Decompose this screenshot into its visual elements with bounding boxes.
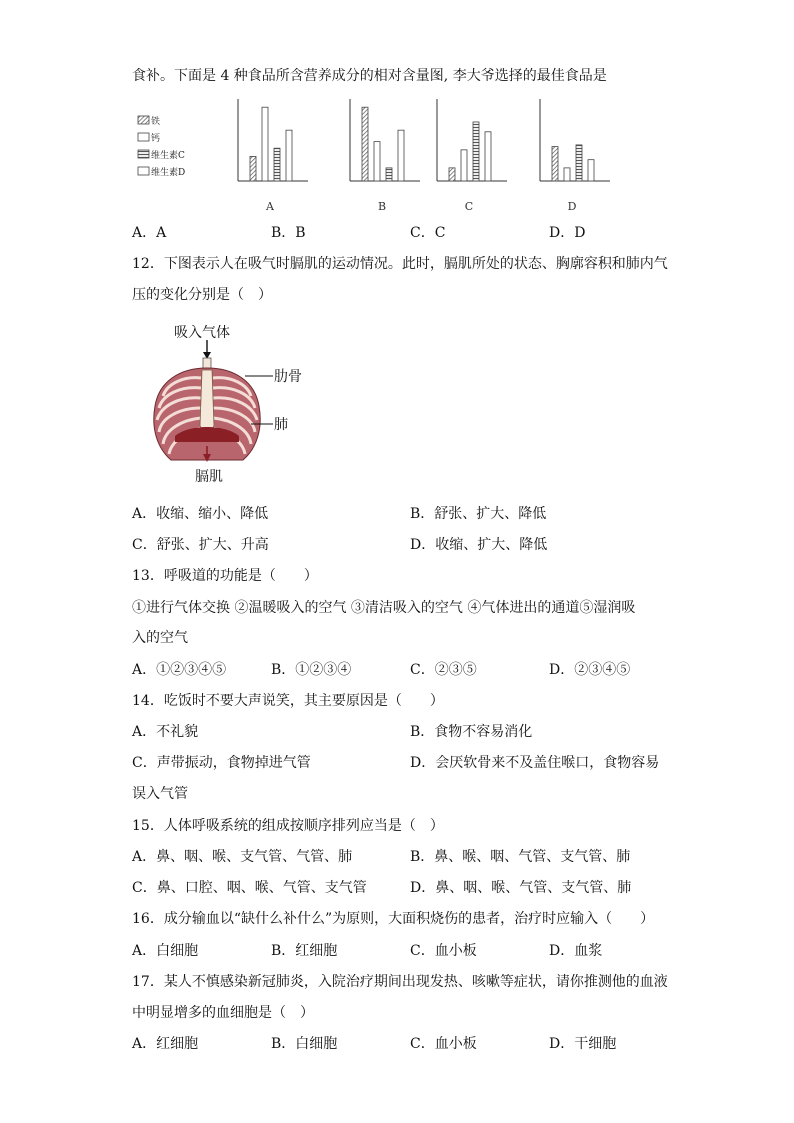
q11-option-a[interactable]: A．A [132, 225, 167, 241]
q14-option-b[interactable]: B．食物不容易消化 [410, 724, 533, 740]
fig-label-inhale: 吸入气体 [174, 325, 230, 341]
bar-C-0 [449, 168, 455, 181]
q12-stem-line2: 压的变化分别是（ ） [132, 287, 272, 303]
q17-option-a[interactable]: A．红细胞 [132, 1036, 199, 1052]
q15-option-b[interactable]: B．鼻、喉、咽、气管、支气管、肺 [410, 849, 631, 865]
bar-D-3 [588, 160, 594, 181]
panel-label: B [377, 200, 387, 213]
q13-option-a[interactable]: A．①②③④⑤ [132, 662, 227, 678]
legend-swatch [138, 150, 149, 158]
q17-option-d[interactable]: D．干细胞 [549, 1036, 617, 1052]
legend-label: 铁 [151, 117, 161, 127]
bar-A-3 [286, 130, 292, 181]
legend-label: 钙 [151, 134, 161, 144]
panel-label: A [266, 200, 274, 213]
q14-stem: 14．吃饭时不要大声说笑，其主要原因是（ ） [132, 693, 444, 709]
q15-option-a[interactable]: A．鼻、咽、喉、支气管、气管、肺 [132, 849, 353, 865]
q16-option-b[interactable]: B．红细胞 [271, 943, 338, 959]
q14-option-a[interactable]: A．不礼貌 [132, 724, 199, 740]
q14-option-d-continued: 误入气管 [132, 786, 188, 802]
bar-C-1 [461, 150, 467, 181]
ribcage-illustration [145, 338, 285, 468]
q11-option-d[interactable]: D．D [549, 225, 586, 241]
legend-label: 维生素C [151, 151, 185, 161]
legend-swatch [138, 167, 149, 175]
bar-B-2 [386, 168, 392, 181]
q12-option-a[interactable]: A．收缩、缩小、降低 [132, 506, 269, 522]
q16-option-a[interactable]: A．白细胞 [132, 943, 199, 959]
fig-label-rib: 肋骨 [274, 369, 302, 385]
nutrient-bar-charts [130, 96, 610, 220]
q16-option-c[interactable]: C．血小板 [410, 943, 477, 959]
q13-items-line2: 入的空气 [132, 630, 188, 646]
q15-option-c[interactable]: C．鼻、口腔、咽、喉、气管、支气管 [132, 880, 367, 896]
q16-option-d[interactable]: D．血浆 [549, 943, 603, 959]
panel-label: D [567, 200, 577, 213]
panel-label: C [464, 200, 474, 213]
bar-A-2 [274, 148, 280, 181]
q12-option-d[interactable]: D．收缩、扩大、降低 [410, 537, 548, 553]
bar-D-0 [552, 147, 558, 181]
legend-label: 维生素D [151, 168, 186, 178]
q13-items-line1: ①进行气体交换 ②温暖吸入的空气 ③清洁吸入的空气 ④气体进出的通道⑤湿润吸 [132, 600, 636, 616]
q16-stem: 16．成分输血以“缺什么补什么”为原则，大面积烧伤的患者，治疗时应输入（ ） [132, 911, 655, 927]
q11-option-b[interactable]: B．B [271, 225, 306, 241]
bar-D-2 [576, 145, 582, 181]
q12-option-c[interactable]: C．舒张、扩大、升高 [132, 537, 269, 553]
q15-stem: 15．人体呼吸系统的组成按顺序排列应当是（ ） [132, 818, 444, 834]
bar-A-0 [250, 156, 256, 181]
q13-option-d[interactable]: D．②③④⑤ [549, 662, 631, 678]
bar-B-0 [362, 107, 368, 181]
bar-B-3 [398, 130, 404, 181]
q17-option-c[interactable]: C．血小板 [410, 1036, 477, 1052]
q14-option-d[interactable]: D．会厌软骨来不及盖住喉口，食物容易 [410, 755, 660, 771]
q17-option-b[interactable]: B．白细胞 [271, 1036, 338, 1052]
q11-option-c[interactable]: C．C [410, 225, 446, 241]
bar-C-3 [485, 132, 491, 181]
q13-stem: 13．呼吸道的功能是（ ） [132, 568, 318, 584]
q17-stem-line2: 中明显增多的血细胞是（ ） [132, 1005, 314, 1021]
q12-stem-line1: 12．下图表示人在吸气时膈肌的运动情况。此时，膈肌所处的状态、胸廓容积和肺内气 [132, 256, 668, 272]
fig-label-diaphragm: 膈肌 [195, 469, 223, 485]
legend-swatch [138, 116, 149, 124]
q17-stem-line1: 17．某人不慎感染新冠肺炎，入院治疗期间出现发热、咳嗽等症状，请你推测他的血液 [132, 974, 668, 990]
q11-intro: 食补。下面是 4 种食品所含营养成分的相对含量图, 李大爷选择的最佳食品是 [132, 68, 607, 84]
chart-panels [238, 99, 610, 213]
q15-option-d[interactable]: D．鼻、咽、喉、气管、支气管、肺 [410, 880, 632, 896]
fig-label-lung: 肺 [274, 417, 288, 433]
bar-C-2 [473, 122, 479, 181]
q12-option-b[interactable]: B．舒张、扩大、降低 [410, 506, 547, 522]
q14-option-c[interactable]: C．声带振动，食物掉进气管 [132, 755, 311, 771]
q13-option-c[interactable]: C．②③⑤ [410, 662, 477, 678]
bar-B-1 [374, 142, 380, 181]
chart-legend [138, 115, 185, 178]
q13-option-b[interactable]: B．①②③④ [271, 662, 352, 678]
bar-A-1 [262, 107, 268, 181]
bar-D-1 [564, 168, 570, 181]
legend-swatch [138, 133, 149, 141]
